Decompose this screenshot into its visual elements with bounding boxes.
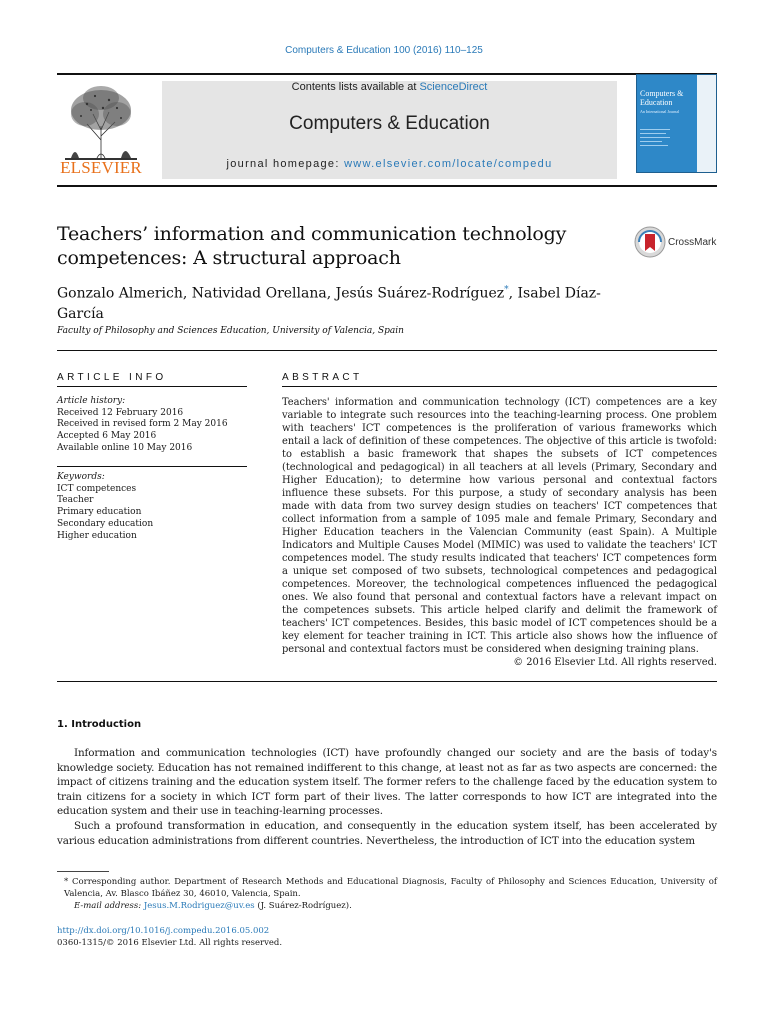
keyword-item: Higher education — [57, 530, 137, 541]
abstract-bottom-rule — [57, 681, 717, 682]
authors-last: , Isabel Díaz-García — [57, 285, 601, 322]
crossmark-icon — [634, 226, 666, 258]
title-block-rule — [57, 350, 717, 351]
abstract-body — [282, 396, 717, 669]
header-bottom-rule — [57, 185, 717, 187]
affiliation: Faculty of Philosophy and Sciences Education, University of Valencia, Spain — [57, 326, 404, 336]
cover-text-line — [640, 129, 670, 130]
authors-first: Gonzalo Almerich, Natividad Orellana, Jesús Suárez-Rodríguez — [57, 285, 505, 302]
cover-text-line — [640, 141, 662, 142]
history-online: Available online 10 May 2016 — [57, 442, 193, 453]
cover-title: Computers & Education — [640, 89, 684, 107]
abstract-copyright: © 2016 Elsevier Ltd. All rights reserved. — [513, 657, 717, 668]
article-info-rule — [57, 386, 247, 387]
article-info-heading: ARTICLE INFO — [57, 372, 167, 383]
corresponding-author-mark[interactable]: * — [504, 285, 509, 295]
journal-title: Computers & Education — [289, 113, 490, 134]
journal-homepage-link[interactable]: www.elsevier.com/locate/compedu — [344, 158, 553, 170]
introduction-body — [57, 746, 717, 848]
corresponding-author-footnote: * Corresponding author. Department of Research Methods and Educational Diagnosis, Faculty of Philosophy and Sciences Education, University of Valencia, Av. Blasco Ibáñez 30, 46010, Valencia, Spain. — [64, 877, 717, 899]
journal-homepage-line — [162, 158, 617, 170]
abstract-rule — [282, 386, 717, 387]
intro-paragraph: Information and communication technologies (ICT) have profoundly changed our society and are the basis of today's knowledge society. Education has not remained indifferent to this change, at least not as far as two aspects are concerned: the impact of citizens training and the education system itself. The former refers to the challenge faced by the education system to train citizens for a society in which ICT form part of their lives. The latter corresponds to how ICT are integrated into the education system and their use in teaching-learning processes. — [57, 747, 717, 818]
footnotes — [57, 877, 717, 912]
history-received: Received 12 February 2016 — [57, 407, 184, 418]
keyword-item: Primary education — [57, 507, 142, 518]
email-footnote — [57, 901, 717, 913]
section-heading-introduction: 1. Introduction — [57, 719, 142, 730]
doi-block — [57, 926, 282, 950]
email-label: E-mail address: — [74, 900, 144, 911]
keyword-item: Secondary education — [57, 518, 154, 529]
history-label: Article history: — [57, 396, 126, 406]
history-accepted: Accepted 6 May 2016 — [57, 431, 157, 442]
intro-paragraph: Such a profound transformation in education, and consequently in the education system itself, has been accelerated by various education administrations from different countries. Nevertheless, the introduction of ICT into the education system — [57, 819, 717, 847]
footnote-separator — [57, 871, 109, 872]
keyword-item: ICT competences — [57, 483, 137, 494]
contents-available-line — [162, 81, 617, 93]
keywords — [57, 472, 247, 542]
cover-text-line — [640, 133, 666, 134]
sciencedirect-link[interactable]: ScienceDirect — [419, 81, 488, 93]
keywords-label: Keywords: — [57, 472, 105, 482]
history-revised: Received in revised form 2 May 2016 — [57, 419, 228, 430]
cover-subtitle: An International Journal — [640, 109, 680, 114]
abstract-paragraph: Teachers' information and communication technology (ICT) competences are a key variable to integrate such resources into the teaching-learning process. One problem with teachers' ICT competences is the proliferation of various frameworks which entail a lack of definition of these competences. The objective of this article is twofold: to establish a basic framework that shapes the subsets of ICT competences (technological and pedagogical) in all teachers at all levels (Primary, Secondary and Higher Education); to determine how various personal and contextual factors influence these subsets. For this purpose, a study of secondary analysis has been made with data from two survey design studies on teachers' ICT competences that collect information from a sample of 1095 male and female Primary, Secondary and Higher Education teachers in the Valencian Community (east Spain). A Multiple Indicators and Multiple Causes Model (MIMIC) was used to validate the teachers' ICT competences model. The study results indicated that teachers' ICT competences form a unique set composed of two subsets, technological competences and pedagogical competences. Moreover, the technological competences influenced the pedagogical ones. We also found that personal and contextual factors have a relevant impact on the competences subsets. This article helped clarify and delimit the framework of teachers' ICT competences. Besides, this basic model of ICT competences should be a key element for teacher training in ICT. This article also shows how the influence of personal and contextual factors must be considered when designing training plans. — [282, 397, 717, 655]
issn-copyright: 0360-1315/© 2016 Elsevier Ltd. All rights reserved. — [57, 937, 283, 948]
cover-text-line — [640, 137, 670, 138]
author-list — [57, 280, 627, 324]
keyword-item: Teacher — [57, 495, 94, 506]
abstract-heading: ABSTRACT — [282, 372, 363, 383]
cover-text-line — [640, 145, 668, 146]
journal-cover-thumbnail[interactable] — [636, 74, 717, 173]
homepage-prefix: journal homepage: — [226, 158, 345, 170]
email-link[interactable]: Jesus.M.Rodriguez@uv.es — [143, 900, 255, 911]
elsevier-wordmark: ELSEVIER — [60, 158, 142, 177]
journal-citation[interactable]: Computers & Education 100 (2016) 110–125 — [285, 45, 483, 56]
doi-link[interactable]: http://dx.doi.org/10.1016/j.compedu.2016.05.002 — [57, 926, 270, 936]
crossmark-badge[interactable] — [634, 226, 724, 260]
keywords-rule — [57, 466, 247, 467]
email-suffix: (J. Suárez-Rodríguez). — [254, 900, 352, 911]
header-top-rule — [57, 73, 717, 75]
cover-side-strip — [697, 75, 716, 172]
contents-prefix: Contents lists available at — [291, 81, 420, 93]
paper-title: Teachers’ information and communication technology competences: A structural approach — [57, 223, 567, 269]
crossmark-label: CrossMark — [668, 237, 717, 248]
article-history — [57, 396, 247, 455]
